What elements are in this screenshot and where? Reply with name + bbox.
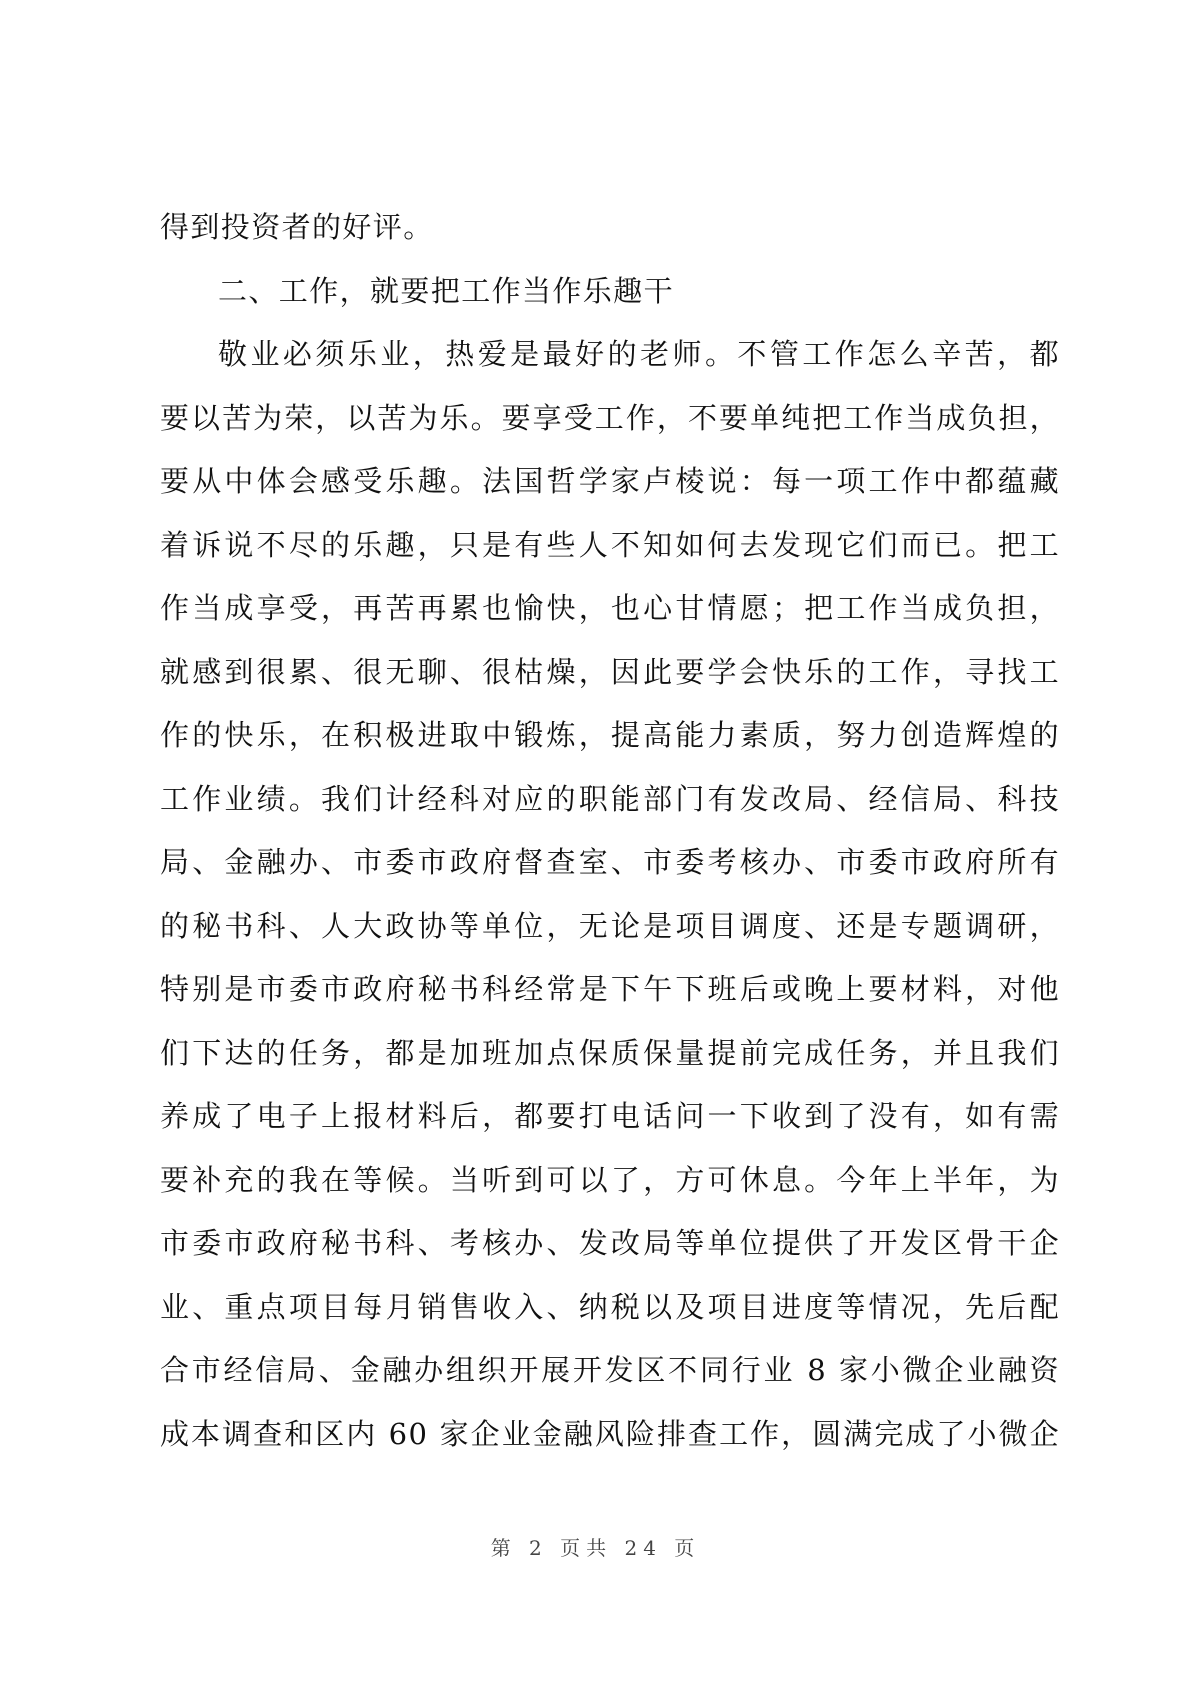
paragraph-line: 成本调查和区内 60 家企业金融风险排查工作，圆满完成了小微企 [160,1416,1060,1451]
paragraph-line: 合市经信局、金融办组织开展开发区不同行业 8 家小微企业融资 [160,1353,1060,1387]
paragraph-line: 要以苦为荣，以苦为乐。要享受工作，不要单纯把工作当成负担， [160,400,1060,435]
paragraph-line: 敬业必须乐业，热爱是最好的老师。不管工作怎么辛苦，都 [218,337,1060,371]
paragraph-line: 作当成享受，再苦再累也愉快，也心甘情愿；把工作当成负担， [160,591,1060,625]
paragraph-line: 的秘书科、人大政协等单位，无论是项目调度、还是专题调研， [160,908,1060,943]
body-text [160,196,1060,1466]
paragraph-line: 业、重点项目每月销售收入、纳税以及项目进度等情况，先后配 [160,1289,1060,1324]
paragraph-line: 们下达的任务，都是加班加点保质保量提前完成任务，并且我们 [160,1035,1060,1070]
paragraph-line: 要补充的我在等候。当听到可以了，方可休息。今年上半年，为 [160,1162,1060,1197]
paragraph-line: 工作业绩。我们计经科对应的职能部门有发改局、经信局、科技 [160,781,1060,816]
section-heading: 二、工作，就要把工作当作乐趣干 [218,273,675,308]
paragraph-line: 作的快乐，在积极进取中锻炼，提高能力素质，努力创造辉煌的 [160,718,1060,752]
paragraph-line: 养成了电子上报材料后，都要打电话问一下收到了没有，如有需 [160,1099,1060,1133]
paragraph-line: 着诉说不尽的乐趣，只是有些人不知如何去发现它们而已。把工 [160,527,1060,562]
paragraph-line: 特别是市委市政府秘书科经常是下午下班后或晚上要材料，对他 [160,972,1060,1006]
paragraph-line: 得到投资者的好评。 [160,210,434,244]
paragraph-line: 就感到很累、很无聊、很枯燥，因此要学会快乐的工作，寻找工 [160,654,1060,689]
paragraph-line: 市委市政府秘书科、考核办、发改局等单位提供了开发区骨干企 [160,1226,1060,1260]
page-number-footer: 第 2 页共 24 页 [490,1536,701,1560]
paragraph-line: 要从中体会感受乐趣。法国哲学家卢棱说：每一项工作中都蕴藏 [160,464,1060,498]
paragraph-line: 局、金融办、市委市政府督查室、市委考核办、市委市政府所有 [160,845,1060,879]
